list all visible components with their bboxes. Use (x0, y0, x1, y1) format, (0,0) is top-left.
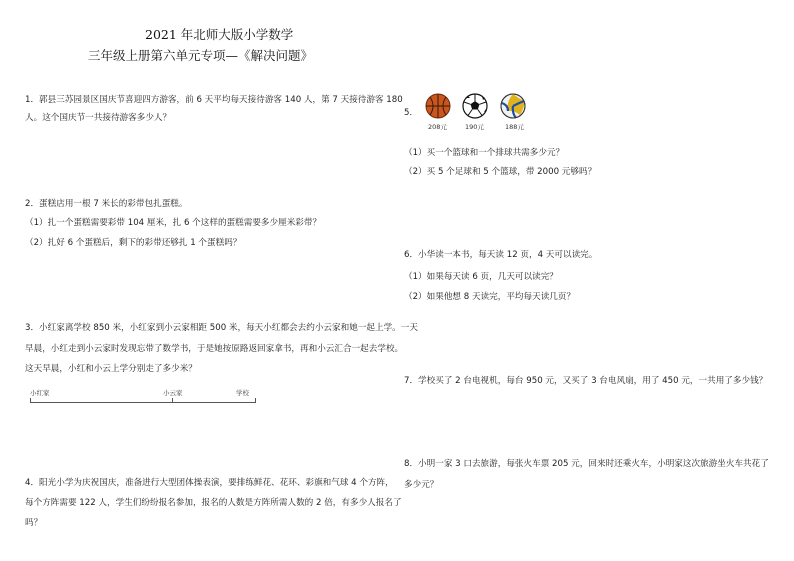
question-6-part-2: （2）如果他想 8 天读完，平均每天读几页？ (404, 292, 576, 302)
question-6-part-1: （1）如果每天读 6 页，几天可以读完？ (404, 272, 558, 282)
diagram-tick-school (255, 398, 256, 403)
question-7-line-1: 7．学校买了 2 台电视机，每台 950 元，又买了 3 台电风扇，用了 450 元，一共用了多少钱？ (404, 376, 768, 386)
question-5-number: 5． (404, 108, 419, 118)
basketball-icon (425, 93, 451, 119)
question-8-line-2: 多少元？ (404, 480, 439, 490)
question-2-part-1: （1）扎一个蛋糕需要彩带 104 厘米，扎 6 个这样的蛋糕需要多少厘米彩带？ (25, 218, 322, 228)
question-4-line-2: 每个方阵需要 122 人，学生们纷纷报名参加，报名的人数是方阵所需人数的 2 倍，有多少人报名了 (25, 498, 402, 508)
page-title: 2021 年北师大版小学数学 (145, 27, 294, 42)
question-2-stem: 2．蛋糕店用一根 7 米长的彩带包扎蛋糕。 (25, 199, 188, 209)
diagram-label-home: 小红家 (30, 389, 50, 397)
question-3-line-1: 3．小红家离学校 850 米，小红家到小云家相距 500 米，每天小红都会去约小云家和她一起上学。一天 (25, 323, 418, 333)
question-4-line-3: 吗？ (25, 518, 43, 528)
question-2-part-2: （2）扎好 6 个蛋糕后，剩下的彩带还够扎 1 个蛋糕吗？ (25, 238, 242, 248)
diagram-label-school: 学校 (236, 389, 249, 397)
question-6-stem: 6．小华读一本书，每天读 12 页，4 天可以读完。 (404, 250, 598, 260)
soccer-ball-icon (462, 93, 488, 119)
question-1-line-2: 人。这个国庆节一共接待游客多少人？ (25, 113, 172, 123)
diagram-label-friend: 小云家 (163, 389, 183, 397)
question-5-part-1: （1）买一个篮球和一个排球共需多少元？ (404, 148, 565, 158)
diagram-line (30, 402, 256, 403)
diagram-tick-home (30, 398, 31, 403)
page-subtitle: 三年级上册第六单元专项—《解决问题》 (88, 48, 314, 63)
volleyball-icon (500, 93, 526, 119)
soccer-ball-price: 190元 (465, 123, 484, 131)
volleyball-price: 188元 (505, 123, 524, 131)
diagram-tick-friend (172, 398, 173, 403)
question-8-line-1: 8．小明一家 3 口去旅游，每张火车票 205 元，回来时还乘火车，小明家这次旅游坐火车共花了 (404, 459, 769, 469)
question-3-line-2: 早晨，小红走到小云家时发现忘带了数学书，于是她按原路返回家拿书，再和小云汇合一起去学校。 (25, 344, 404, 354)
question-1-line-1: 1．郭县三苏园景区国庆节喜迎四方游客，前 6 天平均每天接待游客 140 人，第 7 天接待游客 180 (25, 95, 403, 105)
basketball-price: 208元 (428, 123, 447, 131)
question-5-part-2: （2）买 5 个足球和 5 个篮球，带 2000 元够吗？ (404, 167, 597, 177)
question-4-line-1: 4．阳光小学为庆祝国庆，准备进行大型团体操表演，要排练鲜花、花环、彩旗和气球 4 个方阵， (25, 478, 394, 488)
question-3-line-3: 这天早晨，小红和小云上学分别走了多少米？ (25, 364, 197, 374)
